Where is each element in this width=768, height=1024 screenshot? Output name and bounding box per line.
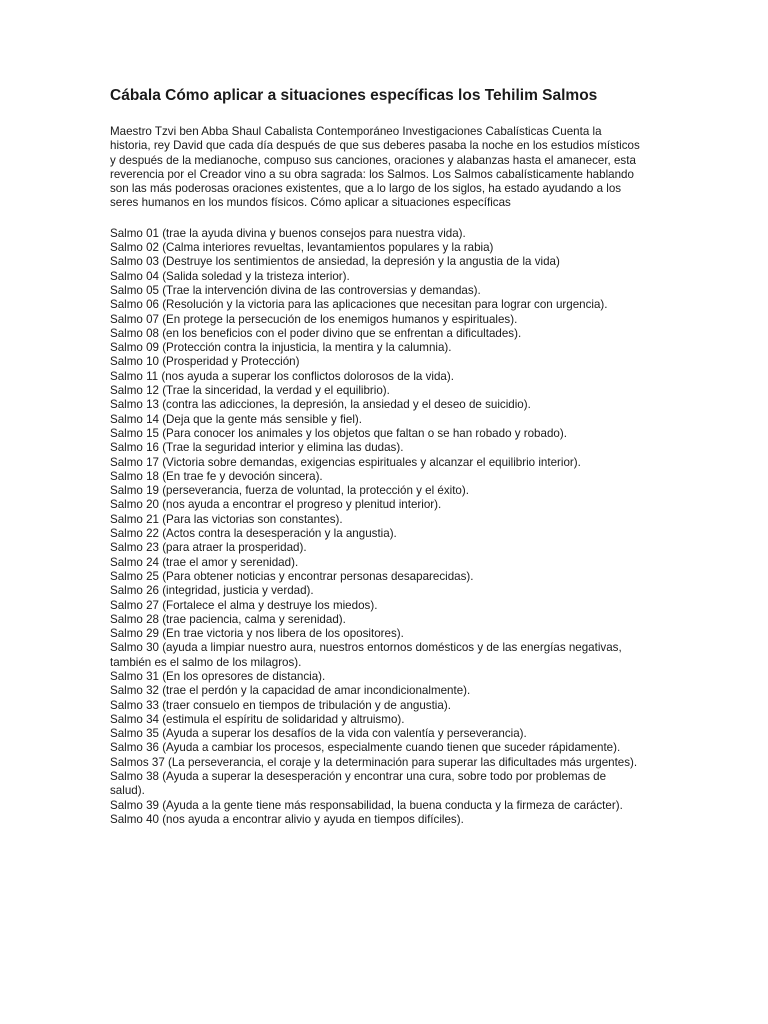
list-item: Salmo 23 (para atraer la prosperidad). xyxy=(110,541,307,555)
list-item: Salmo 09 (Protección contra la injusticia, la mentira y la calumnia). xyxy=(110,341,452,355)
list-item: Salmo 22 (Actos contra la desesperación y la angustia). xyxy=(110,527,397,541)
list-item: Salmo 36 (Ayuda a cambiar los procesos, especialmente cuando tienen que suceder rápidamente). xyxy=(110,741,621,755)
list-item: Salmo 28 (trae paciencia, calma y serenidad). xyxy=(110,612,346,626)
document-page xyxy=(110,86,640,827)
list-item: Salmo 06 (Resolución y la victoria para las aplicaciones que necesitan para lograr con urgencia). xyxy=(110,298,608,312)
list-item: Salmo 05 (Trae la intervención divina de las controversias y demandas). xyxy=(110,283,481,297)
intro-paragraph: Maestro Tzvi ben Abba Shaul Cabalista Contemporáneo Investigaciones Cabalísticas Cuenta la historia, rey David que cada día después de que sus deberes pasaba la noche en los estudios místicos y después de la medianoche, compuso sus canciones, oraciones y alabanzas hasta el amanecer, esta reverencia por el Creador vino a su obra sagrada: los Salmos. Los Salmos cabalísticamente hablando son las más poderosas oraciones existentes, que a lo largo de los siglos, ha estado ayudando a los seres humanos en los mundos físicos. Cómo aplicar a situaciones específicas xyxy=(110,125,640,210)
list-item: Salmo 12 (Trae la sinceridad, la verdad y el equilibrio). xyxy=(110,384,390,398)
list-item: Salmo 26 (integridad, justicia y verdad). xyxy=(110,584,314,598)
list-item: Salmo 18 (En trae fe y devoción sincera). xyxy=(110,469,323,483)
list-item: Salmo 39 (Ayuda a la gente tiene más responsabilidad, la buena conducta y la firmeza de carácter). xyxy=(110,798,623,812)
list-item: Salmo 31 (En los opresores de distancia). xyxy=(110,669,326,683)
list-item: Salmo 38 (Ayuda a superar la desesperación y encontrar una cura, sobre todo por problemas de salud). xyxy=(110,770,607,798)
list-item: Salmo 19 (perseverancia, fuerza de voluntad, la protección y el éxito). xyxy=(110,484,469,498)
list-item: Salmo 32 (trae el perdón y la capacidad de amar incondicionalmente). xyxy=(110,684,471,698)
list-item: Salmo 20 (nos ayuda a encontrar el progreso y plenitud interior). xyxy=(110,498,442,512)
list-item: Salmo 07 (En protege la persecución de los enemigos humanos y espirituales). xyxy=(110,312,518,326)
list-item: Salmos 37 (La perseverancia, el coraje y la determinación para superar las dificultades más urgentes). xyxy=(110,755,638,769)
list-item: Salmo 10 (Prosperidad y Protección) xyxy=(110,355,300,369)
list-item: Salmo 11 (nos ayuda a superar los conflictos dolorosos de la vida). xyxy=(110,369,454,383)
list-item: Salmo 40 (nos ayuda a encontrar alivio y ayuda en tiempos difíciles). xyxy=(110,812,464,826)
list-item: Salmo 08 (en los beneficios con el poder divino que se enfrentan a dificultades). xyxy=(110,326,522,340)
list-item: Salmo 29 (En trae victoria y nos libera de los opositores). xyxy=(110,627,404,641)
list-item: Salmo 15 (Para conocer los animales y los objetos que faltan o se han robado y robado). xyxy=(110,426,567,440)
psalm-list xyxy=(110,227,640,827)
list-item: Salmo 04 (Salida soledad y la tristeza interior). xyxy=(110,269,350,283)
list-item: Salmo 16 (Trae la seguridad interior y elimina las dudas). xyxy=(110,441,404,455)
list-item: Salmo 27 (Fortalece el alma y destruye los miedos). xyxy=(110,598,378,612)
list-item: Salmo 03 (Destruye los sentimientos de ansiedad, la depresión y la angustia de la vida) xyxy=(110,255,560,269)
list-item: Salmo 14 (Deja que la gente más sensible y fiel). xyxy=(110,412,362,426)
list-item: Salmo 35 (Ayuda a superar los desafíos de la vida con valentía y perseverancia). xyxy=(110,727,527,741)
list-item: Salmo 17 (Victoria sobre demandas, exigencias espirituales y alcanzar el equilibrio interior). xyxy=(110,455,581,469)
list-item: Salmo 24 (trae el amor y serenidad). xyxy=(110,555,299,569)
list-item: Salmo 21 (Para las victorias son constantes). xyxy=(110,512,343,526)
list-item: Salmo 02 (Calma interiores revueltas, levantamientos populares y la rabia) xyxy=(110,241,494,255)
list-item: Salmo 25 (Para obtener noticias y encontrar personas desaparecidas). xyxy=(110,569,474,583)
document-title: Cábala Cómo aplicar a situaciones específicas los Tehilim Salmos xyxy=(110,87,598,104)
list-item: Salmo 34 (estimula el espíritu de solidaridad y altruismo). xyxy=(110,712,405,726)
list-item: Salmo 30 (ayuda a limpiar nuestro aura, nuestros entornos domésticos y de las energías negativas, también es el salmo de los milagros). xyxy=(110,641,622,669)
list-item: Salmo 33 (traer consuelo en tiempos de tribulación y de angustia). xyxy=(110,698,451,712)
list-item: Salmo 01 (trae la ayuda divina y buenos consejos para nuestra vida). xyxy=(110,226,466,240)
list-item: Salmo 13 (contra las adicciones, la depresión, la ansiedad y el deseo de suicidio). xyxy=(110,398,531,412)
